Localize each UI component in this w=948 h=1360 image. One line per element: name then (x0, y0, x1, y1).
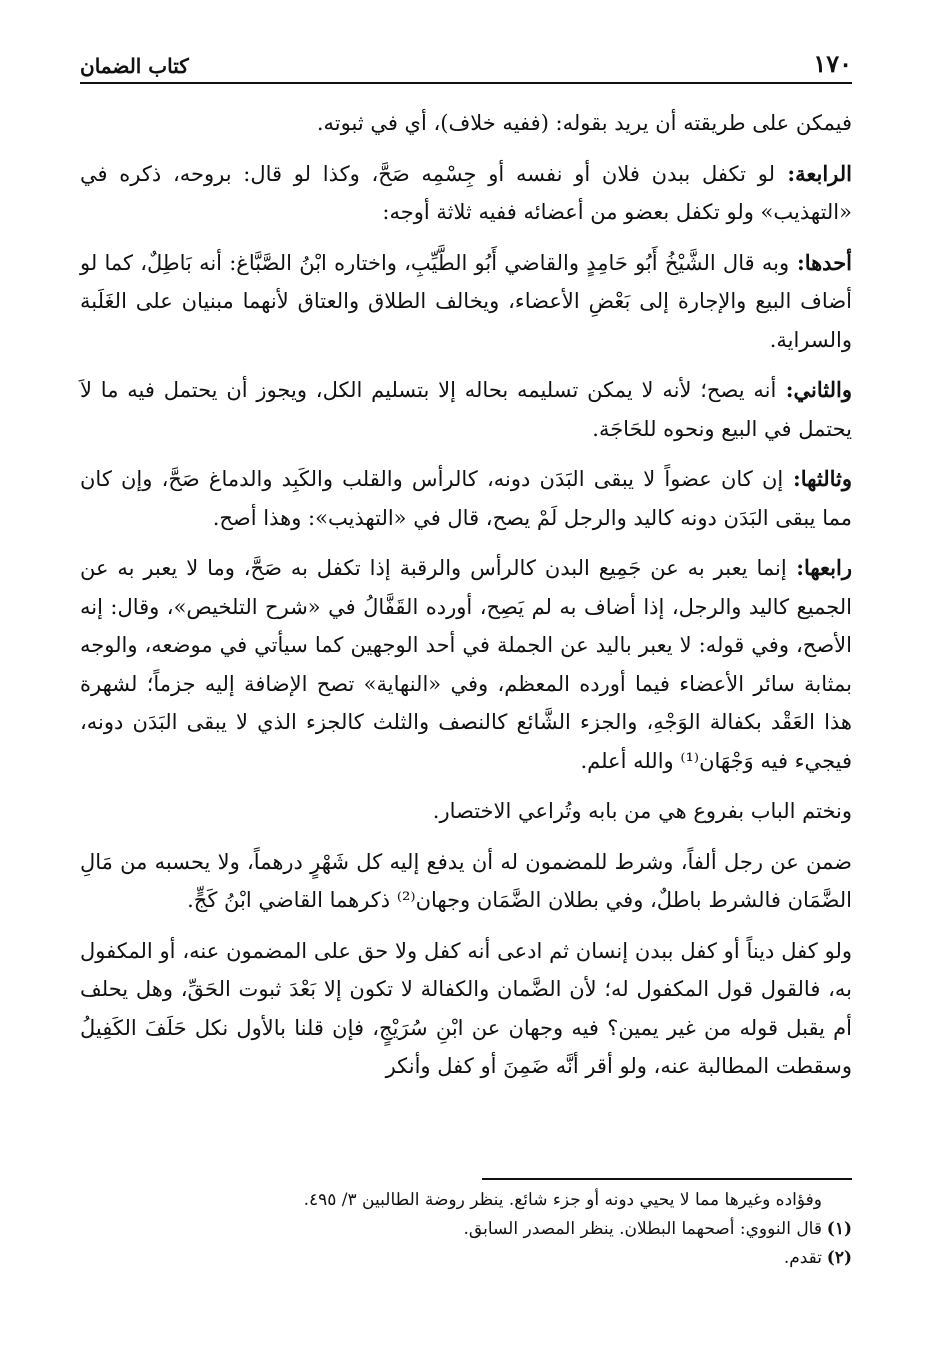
paragraph-text: ولو كفل ديناً أو كفل ببدن إنسان ثم ادعى أنه كفل ولا حق على المضمون عنه، أو المكفول به، فالقول قول المكفول له؛ لأن الضَّمان والكفالة لا تكون إلا بَعْدَ ثبوت الحَقِّ، وهل يحلف أم يقبل قوله من غير يمين؟ فيه وجهان عن ابْنِ سُرَيْجٍ، فإن قلنا بالأول نكل حَلَفَ الكَفِيلُ وسقطت المطالبة عنه، ولو أقر أنَّه ضَمِنَ أو كفل وأنكر (80, 938, 852, 1078)
footnote (80, 1244, 852, 1273)
main-text (80, 104, 852, 1098)
paragraph-text: أنه يصح؛ لأنه لا يمكن تسليمه بحاله إلا بتسليم الكل، ويجوز أن يحتمل فيه ما لاَ يحتمل في البيع ونحوه للحَاجَة. (80, 378, 852, 441)
footnote (80, 1215, 852, 1244)
paragraph (80, 371, 852, 448)
footnote-text: تقدم. (783, 1248, 822, 1268)
paragraph-lead: أحدها: (789, 249, 853, 275)
paragraph (80, 155, 852, 232)
paragraph (80, 932, 852, 1086)
paragraph (80, 460, 852, 537)
paragraph-lead: والثاني: (776, 377, 852, 402)
paragraph-text: إنما يعبر به عن جَمِيع البدن كالرأس والرقبة إذا تكفل به صَحَّ، وما لا يعبر به عن الجميع كاليد والرجل، إذا أضاف به لم يَصِح، أورده القَفَّالُ في «شرح التلخيص»، وقال: إنه الأصح، وفي قوله: لا يعبر باليد عن الجملة في أحد الوجهين كما سيأتي في موضعه، والوجه بمثابة سائر الأعضاء فيما أورده المعظم، وفي «النهاية» تصح الإضافة إليه جزماً؛ لشهرة هذا العَقْد بكفالة الوَجْهِ، والجزء الشَّائع كالنصف والثلث كالجزء الذي لا يبقى البَدَن دونه، فيجيء فيه وَجْهَان⁽¹⁾ والله أعلم. (80, 556, 852, 773)
footnote-text: وفؤاده وغيرها مما لا يحيي دونه أو جزء شائع. ينظر روضة الطالبين ٣/ ٤٩٥. (303, 1190, 822, 1210)
page-header (80, 38, 852, 84)
footnote (80, 1186, 852, 1215)
paragraph (80, 792, 852, 831)
paragraph-lead: رابعها: (786, 555, 852, 580)
paragraph-lead: الرابعة: (774, 160, 852, 186)
paragraph (80, 843, 852, 920)
footnote-text: قال النووي: أصحهما البطلان. ينظر المصدر السابق. (463, 1219, 822, 1239)
paragraph (80, 244, 852, 360)
paragraph (80, 104, 852, 143)
paragraph-text: وبه قال الشَّيْخُ أَبُو حَامِدٍ والقاضي أَبُو الطَّيِّبِ، واختاره ابْنُ الصَّبَّاغ: أنه بَاطِلٌ، كما لو أضاف البيع والإجارة إلى بَعْضِ الأعضاء، ويخالف الطلاق والعتاق لأنهما مبنيان على الغَلَبة والسراية. (80, 250, 852, 352)
footnote-number: (١) (826, 1219, 852, 1239)
paragraph-text: ونختم الباب بفروع هي من بابه وتُراعي الاختصار. (432, 799, 852, 823)
paragraph-text: لو تكفل ببدن فلان أو نفسه أو جِسْمِه صَحَّ، وكذا لو قال: بروحه، ذكره في «التهذيب» ولو تكفل بعضو من أعضائه ففيه ثلاثة أوجه: (80, 161, 852, 224)
paragraph (80, 549, 852, 780)
paragraph-text: إن كان عضواً لا يبقى البَدَن دونه، كالرأس والقلب والكَبِد والدماغ صَحَّ، وإن كان مما يبقى البَدَن دونه كاليد والرجل لَمْ يصح، قال في «التهذيب»: وهذا أصح. (80, 467, 852, 530)
footnotes (80, 1186, 852, 1273)
paragraph-text: فيمكن على طريقته أن يريد بقوله: (ففيه خلاف)، أي في ثبوته. (316, 111, 852, 135)
paragraph-text: ضمن عن رجل ألفاً، وشرط للمضمون له أن يدفع إليه كل شَهْرٍ درهماً، ولا يحسبه من مَالِ الضَّمَان فالشرط باطلٌ، وفي بطلان الضَّمَان وجهان⁽²⁾ ذكرهما القاضي ابْنُ كَجٍّ. (80, 849, 852, 912)
footnote-separator (482, 1178, 852, 1180)
paragraph-lead: وثالثها: (783, 466, 852, 491)
book-title: كتاب الضمان (80, 54, 189, 78)
page-number: ١٧٠ (813, 49, 852, 78)
footnote-number: (٢) (826, 1248, 852, 1268)
